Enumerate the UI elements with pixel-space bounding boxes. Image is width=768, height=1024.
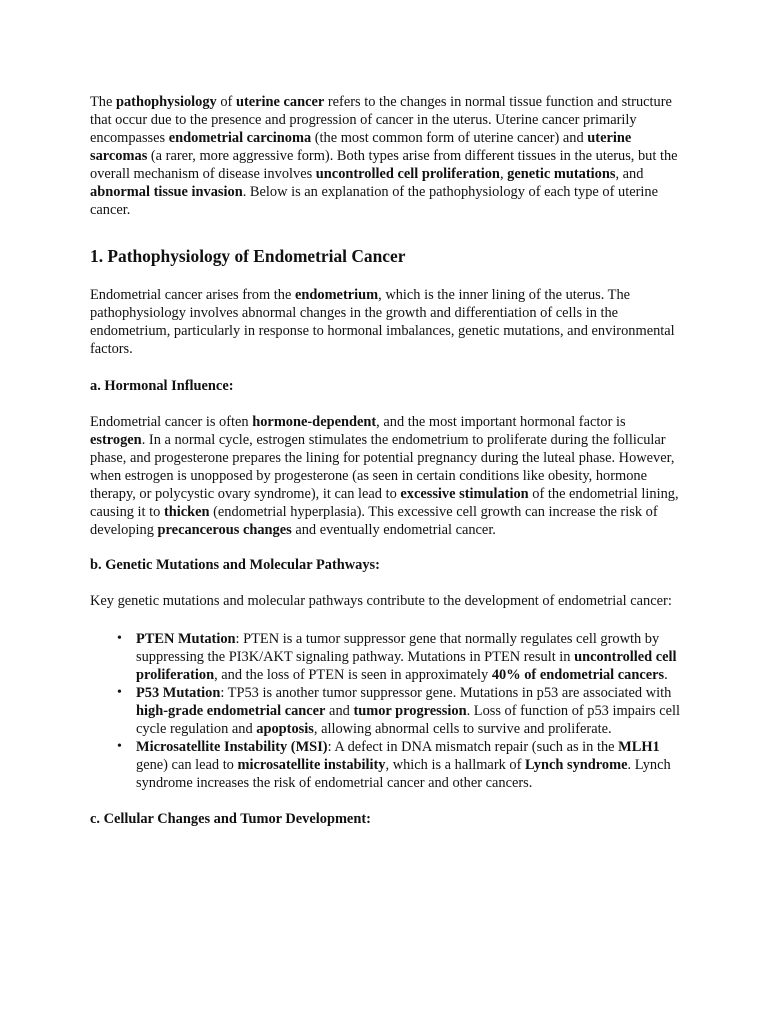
- section-heading-endometrial-cancer: 1. Pathophysiology of Endometrial Cancer: [90, 246, 406, 266]
- endometrial-cancer-paragraph: Endometrial cancer arises from the endometrium, which is the inner lining of the uterus. The pathophysiology involves abnormal changes in the growth and differentiation of cells in the endometrium, particularly in response to hormonal imbalances, genetic mutations, and environmental factors.: [90, 287, 675, 357]
- bold-term: hormone-dependent: [252, 414, 377, 430]
- subheading-hormonal-influence: a. Hormonal Influence:: [90, 378, 234, 394]
- bold-term: MLH1: [618, 739, 660, 755]
- bullet-icon: •: [117, 631, 122, 646]
- hormonal-influence-paragraph: Endometrial cancer is often hormone-dependent, and the most important hormonal factor is estrogen. In a normal cycle, estrogen stimulates the endometrium to proliferate during the follicular phase, and progesterone prepares the lining for potential pregnancy during the luteal phase. However, when estrogen is unopposed by progesterone (as seen in certain conditions like obesity, hormone therapy, or polycystic ovary syndrome), it can lead to excessive stimulation of the endometrial lining, causing it to thicken (endometrial hyperplasia). This excessive cell growth can increase the risk of developing precancerous changes and eventually endometrial cancer.: [90, 414, 679, 538]
- bold-term: Lynch syndrome: [525, 757, 628, 773]
- bold-term: P53 Mutation: [136, 685, 221, 701]
- subheading-genetic-mutations: b. Genetic Mutations and Molecular Pathways:: [90, 557, 380, 573]
- bold-term: excessive stimulation: [400, 486, 529, 502]
- bold-term: 40% of endometrial cancers: [491, 667, 665, 683]
- list-item-p53-text: P53 Mutation: TP53 is another tumor suppressor gene. Mutations in p53 are associated with high-grade endometrial cancer and tumor progression. Loss of function of p53 impairs cell cycle regulation and apoptosis, allowing abnormal cells to survive and proliferate.: [136, 685, 680, 737]
- bold-term: abnormal tissue invasion: [90, 184, 243, 200]
- genetic-mutations-list: [90, 630, 680, 792]
- list-item-pten-text: PTEN Mutation: PTEN is a tumor suppressor gene that normally regulates cell growth by suppressing the PI3K/AKT signaling pathway. Mutations in PTEN result in uncontrolled cell proliferation, and the loss of PTEN is seen in approximately 40% of endometrial cancers.: [136, 631, 677, 683]
- bold-term: estrogen: [90, 432, 142, 448]
- genetic-mutations-paragraph: Key genetic mutations and molecular pathways contribute to the development of endometrial cancer:: [90, 593, 672, 609]
- bold-term: precancerous changes: [157, 522, 292, 538]
- genetic-mutations-list-wrapper: [90, 630, 680, 792]
- bold-term: pathophysiology: [115, 94, 217, 110]
- bold-term: uncontrolled cell proliferation: [315, 166, 500, 182]
- list-item-p53: [117, 684, 680, 738]
- bullet-icon: •: [117, 685, 122, 700]
- intro-paragraph: The pathophysiology of uterine cancer refers to the changes in normal tissue function and structure that occur due to the presence and progression of cancer in the uterus. Uterine cancer primarily encompasses endometrial carcinoma (the most common form of uterine cancer) and uterine sarcomas (a rarer, more aggressive form). Both types arise from different tissues in the uterus, but the overall mechanism of disease involves uncontrolled cell proliferation, genetic mutations, and abnormal tissue invasion. Below is an explanation of the pathophysiology of each type of uterine cancer.: [90, 94, 678, 218]
- bold-term: high-grade endometrial cancer: [136, 703, 326, 719]
- bold-term: tumor progression: [353, 703, 467, 719]
- subheading-cellular-changes: c. Cellular Changes and Tumor Development:: [90, 811, 371, 827]
- bold-term: microsatellite instability: [237, 757, 386, 773]
- list-item-pten: [117, 630, 680, 684]
- bold-term: thicken: [163, 504, 210, 520]
- bold-term: uterine sarcomas: [90, 130, 632, 164]
- document-page: [90, 93, 680, 828]
- bold-term: Microsatellite Instability (MSI): [136, 739, 328, 755]
- bullet-icon: •: [117, 739, 122, 754]
- bold-term: apoptosis: [256, 721, 314, 737]
- list-item-msi-text: Microsatellite Instability (MSI): A defect in DNA mismatch repair (such as in the MLH1 gene) can lead to microsatellite instability, which is a hallmark of Lynch syndrome. Lynch syndrome increases the risk of endometrial cancer and other cancers.: [136, 739, 671, 791]
- bold-term: genetic mutations: [507, 166, 616, 182]
- bold-term: PTEN Mutation: [136, 631, 236, 647]
- bold-term: uterine cancer: [235, 94, 325, 110]
- bold-term: endometrium: [294, 287, 379, 303]
- list-item-msi: [117, 738, 680, 792]
- bold-term: endometrial carcinoma: [168, 130, 312, 146]
- bold-term: uncontrolled cell proliferation: [136, 649, 677, 683]
